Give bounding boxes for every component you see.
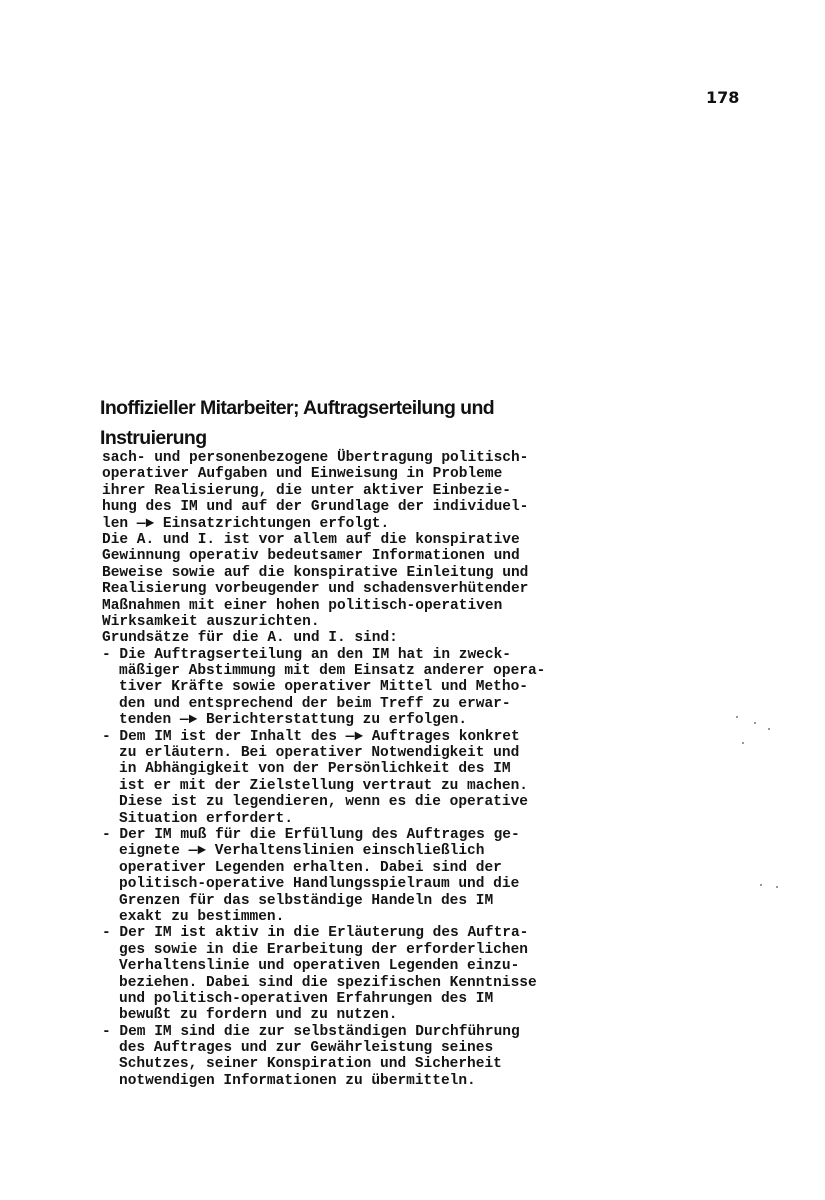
bullet-continuation: Grenzen für das selbständige Handeln des IM [119, 892, 494, 909]
bullet-continuation: und politisch-operativen Erfahrungen des IM [119, 990, 494, 1007]
body-line: Beweise sowie auf die konspirative Einleitung und [102, 564, 529, 581]
page-number: 178 [706, 88, 740, 107]
bullet-line: - Der IM ist aktiv in die Erläuterung des Auftra- [102, 925, 529, 942]
bullet-continuation: beziehen. Dabei sind die spezifischen Kenntnisse [119, 974, 537, 991]
scan-speck [736, 716, 738, 718]
body-line: operativer Aufgaben und Einweisung in Probleme [102, 466, 503, 483]
bullet-continuation: zu erläutern. Bei operativer Notwendigkeit und [119, 745, 520, 762]
bullet-continuation: bewußt zu fordern und zu nutzen. [119, 1007, 398, 1024]
body-line: Realisierung vorbeugender und schadensverhütender [102, 581, 529, 598]
bullet-line: - Die Auftragserteilung an den IM hat in zweck- [102, 646, 511, 663]
body-line: Grundsätze für die A. und I. sind: [102, 630, 398, 647]
entry-heading [100, 393, 620, 453]
body-line: sach- und personenbezogene Übertragung politisch- [102, 450, 529, 466]
bullet-continuation: Schutzes, seiner Konspiration und Sicherheit [119, 1056, 502, 1073]
bullet-continuation: ges sowie in die Erarbeitung der erforderlichen [119, 941, 528, 958]
bullet-line: - Der IM muß für die Erfüllung des Auftrages ge- [102, 826, 520, 843]
scan-speck [754, 722, 756, 724]
bullet-line: - Dem IM sind die zur selbständigen Durchführung [102, 1023, 520, 1040]
bullet-continuation: exakt zu bestimmen. [119, 908, 285, 925]
scan-speck [742, 742, 744, 744]
bullet-continuation: tiver Kräfte sowie operativer Mittel und Metho- [119, 679, 528, 696]
bullet-continuation: ist er mit der Zielstellung vertraut zu machen. [119, 777, 528, 794]
bullet-continuation: notwendigen Informationen zu übermitteln. [119, 1072, 476, 1089]
scan-speck [768, 728, 770, 730]
bullet-continuation: politisch-operative Handlungsspielraum und die [119, 876, 520, 893]
bullet-continuation: eignete —► Verhaltenslinien einschließlich [119, 843, 485, 860]
scan-speck [760, 884, 762, 886]
bullet-continuation: tenden —► Berichterstattung zu erfolgen. [119, 712, 468, 729]
body-line: len —► Einsatzrichtungen erfolgt. [102, 515, 390, 532]
bullet-continuation: Diese ist zu legendieren, wenn es die operative [119, 794, 528, 811]
bullet-continuation: den und entsprechend der beim Treff zu erwar- [119, 695, 511, 712]
bullet-line: - Dem IM ist der Inhalt des —► Auftrages konkret [102, 728, 520, 745]
bullet-continuation: des Auftrages und zur Gewährleistung seines [119, 1040, 494, 1057]
body-line: Gewinnung operativ bedeutsamer Informationen und [102, 548, 520, 565]
body-line: ihrer Realisierung, die unter aktiver Einbezie- [102, 482, 511, 499]
bullet-continuation: in Abhängigkeit von der Persönlichkeit des IM [119, 761, 511, 778]
heading-line-2: Instruierung [100, 427, 207, 449]
body-line: Die A. und I. ist vor allem auf die konspirative [102, 531, 520, 548]
bullet-continuation: Verhaltenslinie und operativen Legenden einzu- [119, 958, 520, 975]
body-line: Wirksamkeit auszurichten. [102, 613, 320, 630]
bullet-continuation: mäßiger Abstimmung mit dem Einsatz anderer opera- [119, 663, 546, 680]
entry-body [102, 450, 622, 1089]
body-line: Maßnahmen mit einer hohen politisch-operativen [102, 597, 503, 614]
bullet-continuation: Situation erfordert. [119, 810, 294, 827]
bullet-continuation: operativer Legenden erhalten. Dabei sind der [119, 859, 502, 876]
scan-speck [776, 886, 778, 888]
body-line: hung des IM und auf der Grundlage der individuel- [102, 499, 529, 516]
heading-line-1: Inoffizieller Mitarbeiter; Auftragserteilung und [100, 397, 495, 419]
